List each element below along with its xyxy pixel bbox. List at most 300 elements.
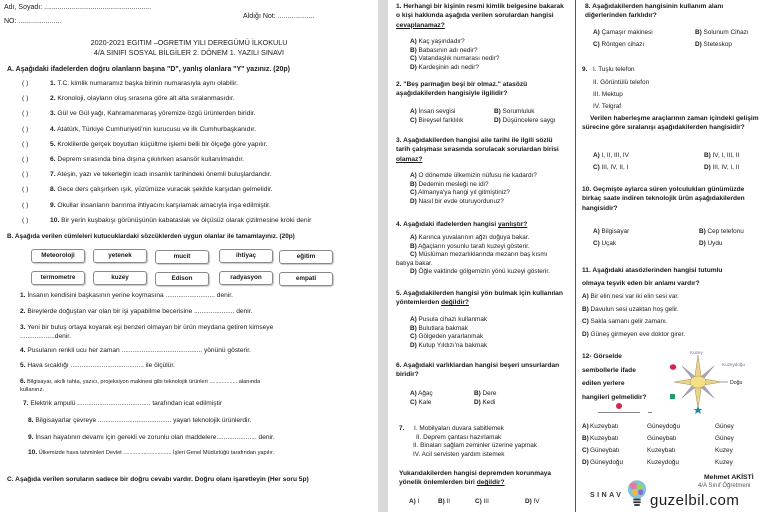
word-bank-item: termometre xyxy=(31,271,85,285)
question-5-stem xyxy=(396,289,566,308)
option-text: Karınca yuvalarının ağzı doğuya bakar. xyxy=(416,234,530,241)
fill-in-item xyxy=(28,449,274,456)
option[interactable] xyxy=(695,41,732,50)
option-text: III, IV, I, II xyxy=(710,164,740,171)
option[interactable] xyxy=(593,29,653,38)
option-letter: D) xyxy=(582,330,589,338)
true-false-item xyxy=(22,141,267,148)
option-letter: A) xyxy=(593,152,600,159)
fill-in-item xyxy=(20,378,260,385)
fill-in-item xyxy=(20,362,175,369)
item-text: İnsan hayatının devamı için gerekli ve zorunlu olan maddelere...................... denir. xyxy=(33,434,275,441)
student-number-label: NO: ...................... xyxy=(4,18,62,25)
fill-in-item xyxy=(20,292,233,299)
exam-title-line-1: 2020-2021 EGITIM –OGRETIM YILI DEREGÜMÜ İLKOKULU xyxy=(90,38,288,47)
true-false-item xyxy=(22,80,238,87)
option-cell: Güney xyxy=(715,423,734,430)
option[interactable] xyxy=(410,47,499,56)
question-7-number: 7. xyxy=(399,425,405,432)
option-cell: Kuzey xyxy=(715,447,733,454)
option-letter: C) xyxy=(410,333,417,341)
option[interactable] xyxy=(410,243,550,252)
option-letter: C) xyxy=(593,164,600,171)
item-text: Hava sıcaklığı ........................................ ile ölçülür. xyxy=(25,362,176,369)
true-false-item xyxy=(22,126,256,133)
question-12-line: sembollerle ifade xyxy=(582,366,636,374)
teacher-title: 4/A Sınıf Öğretmeni xyxy=(698,483,751,489)
sinav-label: SINAV xyxy=(590,492,624,499)
option[interactable] xyxy=(410,342,487,351)
item-number: 3. xyxy=(50,110,56,118)
answer-parentheses[interactable]: ( ) xyxy=(22,110,29,118)
item-number: 7. xyxy=(23,400,29,407)
option-text: Almanya'ya hangi yıl gitmiştiniz? xyxy=(416,189,510,197)
question-3-options xyxy=(410,172,537,206)
option-text: Babasının adı nedir? xyxy=(416,46,478,54)
option-text: Ağaçların yosunlu tarafı kuzeyi gösterir. xyxy=(416,242,530,250)
question-1-emphasis: cevaplanamaz? xyxy=(396,21,445,29)
option-letter: C) xyxy=(410,189,417,197)
item-text: Atatürk, Türkiye Cumhuriyeti'nin kurucusu ve ilk Cumhurbaşkanıdır. xyxy=(55,125,256,133)
true-false-item xyxy=(22,156,244,163)
section-a-heading: A. Aşağıdaki ifadelerden doğru olanların başına "D", yanlış olanlara "Y" yazınız. (20p) xyxy=(7,66,290,73)
compass-label-northeast: Kuzeydoğu xyxy=(722,362,745,367)
star-symbol-icon xyxy=(694,406,703,414)
option-text: Ağaç xyxy=(416,390,433,397)
item-number: 8. xyxy=(50,186,56,194)
question-3-text: 3. Aşağıdakilerden hangisi aile tarihi ile ilgili sözlü tarih çalışması sırasında sorulacak sorulardan birisi xyxy=(396,137,559,154)
answer-blank-line xyxy=(648,412,652,413)
question-7-emphasis: değildir? xyxy=(476,479,505,487)
option-letter: B) xyxy=(582,305,589,313)
item-number: 10. xyxy=(28,449,38,456)
option-letter: C) xyxy=(410,117,417,124)
question-3-stem xyxy=(396,136,568,164)
word-bank-item: kuzey xyxy=(93,271,147,285)
option-text: Uydu xyxy=(705,240,723,247)
option-text: Bireysel farklılık xyxy=(416,117,464,124)
item-text: Pusulanın renkli ucu her zaman ............................................ yönünü gösterir. xyxy=(25,347,251,354)
option-letter: A) xyxy=(410,108,417,115)
item-number: 5. xyxy=(50,140,56,148)
answer-parentheses[interactable]: ( ) xyxy=(22,171,29,179)
option-text: Güneş girmeyen eve doktor girer. xyxy=(588,330,686,338)
item-number: 9. xyxy=(28,434,34,441)
option-text: Bilgisayar xyxy=(599,228,630,235)
option[interactable] xyxy=(582,304,685,317)
option-text: Röntgen cihazı xyxy=(599,41,645,48)
option-text: Kale xyxy=(416,399,432,406)
fill-in-item xyxy=(20,324,273,331)
option[interactable] xyxy=(494,108,535,117)
compass-center xyxy=(690,376,706,388)
item-number: 4. xyxy=(50,125,56,133)
option-text: batıya bakar. xyxy=(396,259,433,267)
option-letter: A) xyxy=(410,234,417,241)
statement: III. Mektup xyxy=(593,91,623,98)
option[interactable] xyxy=(410,316,487,325)
option-letter: B) xyxy=(695,29,702,36)
answer-parentheses[interactable]: ( ) xyxy=(22,125,29,133)
option[interactable] xyxy=(410,390,433,399)
item-number: 2. xyxy=(50,95,56,103)
option[interactable] xyxy=(410,64,499,73)
question-5-text: 5. Aşağıdakilerden hangisi yön bulmak için kullanılan yöntemlerden xyxy=(396,290,563,307)
true-false-item xyxy=(22,171,272,178)
item-number: 1. xyxy=(20,292,26,299)
option-text: Solunum Cihazı xyxy=(701,29,749,36)
option-text: Pusula cihazı kullanmak xyxy=(416,316,488,323)
option-text: İnsan sevgisi xyxy=(416,108,456,115)
option-text: Kedi xyxy=(480,399,496,406)
option-letter: D) xyxy=(410,63,417,71)
word-bank-item: ihtiyaç xyxy=(219,249,273,263)
question-9-stem: Verilen haberleşme araçlarının zaman içindeki gelişim sürecine göre sıralanışı aşağıdakilerden hangisidir? xyxy=(582,115,759,132)
answer-blank-line xyxy=(598,412,640,413)
true-false-item xyxy=(22,110,256,117)
statement: I. Mobilyaları duvara sabitlemek xyxy=(414,425,504,432)
option-letter: C) xyxy=(593,41,600,48)
option-letter: C) xyxy=(410,55,417,63)
option-letter: C) xyxy=(475,498,482,505)
option[interactable] xyxy=(582,291,685,304)
item-number: 5. xyxy=(20,362,26,369)
question-11-options xyxy=(582,291,685,341)
true-false-item xyxy=(22,217,311,224)
square-symbol-icon xyxy=(670,394,675,399)
item-number: 6. xyxy=(50,156,56,163)
option[interactable] xyxy=(410,108,455,117)
option[interactable] xyxy=(593,164,628,173)
option[interactable] xyxy=(410,234,550,243)
option-text: I xyxy=(415,498,420,505)
option-text: III, IV, II, I xyxy=(599,164,629,171)
item-text: Gece ders çalışırken ışık, yüzümüze vuracak şekilde karşıdan gelmelidir. xyxy=(55,186,273,194)
item-text: Bireylerde doğuştan var olan bir işi yapabilme becerisine ...................... denir. xyxy=(25,308,253,315)
lightbulb-logo-icon xyxy=(626,478,648,510)
item-text: Kroklilerde gerçek boyutları küçültme işlemi belli bir ölçeğe göre yapılır. xyxy=(55,140,268,148)
option-text: IV, I, III, II xyxy=(710,152,740,159)
option-text: Vatandaşlık numarası nedir? xyxy=(416,55,500,63)
grade-label: Aldığı Not: ................... xyxy=(243,13,315,20)
option-letter: A) xyxy=(582,423,589,430)
option-letter: C) xyxy=(410,399,417,406)
item-text: İnsanın kendisini başkasının yerine koymasına ........................... denir. xyxy=(25,292,233,299)
word-bank-item: mucit xyxy=(155,250,209,264)
item-number: 2. xyxy=(20,308,26,315)
answer-parentheses[interactable]: ( ) xyxy=(22,156,29,163)
question-4-stem xyxy=(396,220,527,229)
option[interactable] xyxy=(704,164,739,173)
item-text: Okullar insanların barınma ihtiyacını karşılamak amacıyla inşa edilmiştir. xyxy=(55,201,271,209)
question-7-text: Yukarıdakilerden hangisi depremden korunmaya yönelik önlemlerden biri xyxy=(399,470,552,487)
question-3-emphasis: olamaz? xyxy=(396,155,423,163)
fill-in-item xyxy=(28,434,275,441)
option-text: Nasıl bir evde oturuyordunuz? xyxy=(416,197,504,205)
question-4-text: 4. Aşağıdaki ifadelerden hangisi xyxy=(396,221,498,228)
section-c-heading: C. Aşağıda verilen soruların sadece bir doğru cevabı vardır. Doğru olanı işaretleyin (Her soru 5p) xyxy=(7,476,309,483)
compass-label-east: Doğu xyxy=(730,380,743,386)
option-letter: D) xyxy=(582,459,589,466)
option-letter: C) xyxy=(593,240,600,247)
option-cell: Kuzeybatı xyxy=(590,423,619,430)
option-text: Çamaşır makinesi xyxy=(599,29,653,36)
option-letter: B) xyxy=(410,180,417,188)
option-letter: D) xyxy=(525,498,532,505)
option-text: Öğle vaktinde gölgemizin yönü kuzeyi gösterir. xyxy=(416,268,550,276)
word-bank-item: empati xyxy=(279,272,333,286)
question-6-stem: 6. Aşağıdaki varlıklardan hangisi beşeri unsurlardan biridir? xyxy=(396,362,560,379)
option[interactable] xyxy=(525,498,540,507)
option-text: Kutup Yıldızı'na bakmak xyxy=(416,341,488,349)
column-divider xyxy=(575,0,576,512)
option-letter: A) xyxy=(410,316,417,323)
option-letter: A) xyxy=(410,172,417,179)
option-letter: B) xyxy=(582,435,589,442)
option-text: Sorumluluk xyxy=(500,108,535,115)
option[interactable] xyxy=(582,316,685,329)
item-number: 6. xyxy=(20,378,26,385)
option-letter: A) xyxy=(593,29,600,36)
question-2-stem: 2. "Beş parmağın beşi bir olmaz." atasözü aşağıdakilerden hangisiyle ilgilidir? xyxy=(396,81,528,98)
option[interactable] xyxy=(410,198,537,207)
question-11-stem: 11. Aşağıdaki atasözlerinden hangisi tutumlu olmaya teşvik eden bir anlamı vardır? xyxy=(582,267,723,287)
statement: II. Görüntülü telefon xyxy=(593,79,650,86)
option-letter: C) xyxy=(582,447,589,454)
item-number: 10. xyxy=(50,216,60,224)
answer-parentheses[interactable]: ( ) xyxy=(22,201,29,209)
option-cell: Kuzey xyxy=(715,459,733,466)
answer-parentheses[interactable]: ( ) xyxy=(22,95,29,103)
option-letter: D) xyxy=(410,341,417,349)
item-text: Bilgisayarlar çevreye ........................................ yayan teknolojik ürünlerdir. xyxy=(33,417,252,424)
item-number: 8. xyxy=(28,417,34,424)
question-12-line: hangileri gelmelidir? xyxy=(582,393,647,401)
item-text: Bilgisayar, akıllı tahta, yazıcı, projeksiyon makinesi gibi teknolojik ürünleri .................. alanında xyxy=(25,379,261,385)
option-text: Cep telefonu xyxy=(705,228,744,235)
option-cell: Kuzeydoğu xyxy=(647,459,679,466)
option-cell: Güneydoğu xyxy=(590,459,624,466)
question-10-stem: 10. Geçmişte aylarca süren yolculukları günümüzde birkaç saate indiren teknolojik ürün aşağıdakilerden hangisidir? xyxy=(582,186,745,212)
option[interactable] xyxy=(410,38,499,47)
question-7-statements xyxy=(412,425,537,459)
option[interactable] xyxy=(410,117,463,126)
word-bank-item: eğitim xyxy=(279,250,333,264)
option-text: Davulun sesi uzaktan hoş gelir. xyxy=(588,305,679,313)
name-field-label: Adı, Soyadı: ....................................................... xyxy=(4,4,152,11)
option-letter: C) xyxy=(410,251,417,259)
option-text: II xyxy=(444,498,451,505)
question-5-emphasis: değildir? xyxy=(441,299,469,307)
option-text: Steteskop xyxy=(701,41,732,48)
fill-in-item xyxy=(20,347,251,354)
item-number: 9. xyxy=(50,201,56,209)
option[interactable] xyxy=(438,498,450,507)
option[interactable] xyxy=(410,399,431,408)
option-letter: D) xyxy=(699,240,706,247)
option-letter: B) xyxy=(410,242,417,250)
true-false-item xyxy=(22,95,235,102)
statement: II. Deprem çantası hazırlamak xyxy=(416,433,502,441)
option-text: Bir elin nesi var iki elin sesi var. xyxy=(588,293,679,300)
item-text: Elektrik ampulü ........................................ tarafından icat edilmiştir xyxy=(28,400,222,407)
option[interactable] xyxy=(410,251,550,260)
option-text: III xyxy=(481,498,489,505)
option[interactable] xyxy=(410,325,487,334)
option[interactable] xyxy=(410,189,537,198)
option-letter: D) xyxy=(410,197,417,205)
option-text: Kardeşinin adı nedir? xyxy=(416,63,479,71)
question-12-line: edilen yerlere xyxy=(582,380,625,387)
fill-in-item xyxy=(28,417,251,424)
section-b-heading: B. Aşağıda verilen cümleleri kutucuklardaki sözcüklerden uygun olanlar ile tamamlayınız. (20p) xyxy=(7,233,295,240)
answer-parentheses[interactable]: ( ) xyxy=(22,140,29,148)
fill-in-continuation: ...................denir. xyxy=(20,333,71,340)
item-text: T.C. kimlik numaramız başka birinin numarasıyla aynı olabilir. xyxy=(55,80,238,87)
question-5-options xyxy=(410,316,487,350)
compass-rose-icon xyxy=(656,348,768,416)
option[interactable] xyxy=(699,228,744,237)
option-letter: D) xyxy=(410,268,417,276)
option-letter: D) xyxy=(494,117,501,124)
word-bank-item: Meteoroloji xyxy=(31,249,85,263)
exam-title-line-2: 4/A SINIFI SOSYAL BİLGİLER 2. DÖNEM 1. YAZILI SINAVI xyxy=(93,48,285,57)
option[interactable] xyxy=(593,152,629,161)
option-text: Düşüncelere saygı xyxy=(500,117,556,124)
option-letter: B) xyxy=(494,108,501,115)
teacher-name: Mehmet AKİSTİ xyxy=(704,474,754,481)
option-letter: B) xyxy=(704,152,711,159)
option-text: Dere xyxy=(480,390,497,397)
option[interactable] xyxy=(474,399,495,408)
question-4-emphasis: yanlıştır? xyxy=(498,221,528,228)
question-4-options xyxy=(396,234,550,277)
fill-in-continuation: kullanırız. xyxy=(20,387,44,393)
item-text: Ülkemizde hava tahminleri Devlet ............................... İşleri Genel Müdürlüğü tarafından yapılır. xyxy=(37,450,275,456)
option-text: Gölgeden yararlanmak xyxy=(416,333,484,341)
option[interactable] xyxy=(475,498,489,507)
option[interactable] xyxy=(410,181,537,190)
option-text: IV xyxy=(531,498,540,505)
question-1-options xyxy=(410,38,499,72)
item-text: Deprem sırasında bina dışına çıkılırken asansör kullanılmalıdır. xyxy=(55,156,245,163)
option[interactable] xyxy=(699,240,722,249)
option-letter: B) xyxy=(699,228,706,235)
question-12-stem xyxy=(582,350,647,404)
word-bank-item: yetenek xyxy=(93,249,147,263)
fill-in-item xyxy=(20,308,252,315)
circle-symbol-icon xyxy=(670,364,676,370)
option-text: I, II, III, IV xyxy=(599,152,629,159)
question-7-stem xyxy=(399,469,571,488)
option-text: Kaç yaşındadır? xyxy=(416,38,465,45)
statement: I. Tuşlu telefon xyxy=(593,66,635,73)
option-cell: Güneybatı xyxy=(647,435,677,442)
question-12-line: 12- Görselde xyxy=(582,353,622,360)
statement: II. Binaları sağlam zeminler üzerine yapmak xyxy=(413,442,537,450)
option-text: O dönemde ülkemizin nüfusu ne kadardı? xyxy=(416,172,537,179)
option-text: Sakla samanı gelir zamanı. xyxy=(588,318,668,325)
question-1-stem xyxy=(396,2,566,30)
answer-parentheses[interactable]: ( ) xyxy=(22,80,29,87)
option-letter: D) xyxy=(695,41,702,48)
word-bank-item: radyasyon xyxy=(219,271,273,285)
option[interactable] xyxy=(474,390,496,399)
option-letter: C) xyxy=(582,318,589,325)
option[interactable] xyxy=(409,498,419,507)
item-text: Gül ve Gül yağı, Kahramanmaraş yöremize özgü ürünlerden biridir. xyxy=(55,110,256,118)
option-cell: Güneybatı xyxy=(590,447,620,454)
exam-page-right xyxy=(388,0,768,512)
word-bank-item: Edison xyxy=(155,272,209,286)
option[interactable] xyxy=(494,117,555,126)
option-cell: Kuzeybatı xyxy=(590,435,619,442)
option-letter: B) xyxy=(438,498,445,505)
option-cell: Kuzeybatı xyxy=(647,447,676,454)
question-1-text: 1. Herhangi bir kişinin resmi kimlik belgesine bakarak o kişi hakkında aşağıda verilen sorulardan hangisi xyxy=(396,3,564,20)
option-letter: A) xyxy=(582,293,589,300)
item-text: Kronoloji, olayların oluş sırasına göre alt alta sıralanmasıdır. xyxy=(55,95,235,103)
item-text: Yeni bir buluş ortaya koyarak eşi benzeri olmayan bir ürün meydana getiren kimseye xyxy=(25,324,274,331)
option[interactable] xyxy=(410,55,499,64)
item-text: Bir yerin kuşbakışı görünüşünün kabataslak ve ölçüsüz olarak çizilmesine kroki denir xyxy=(59,216,312,224)
option-letter: A) xyxy=(593,228,600,235)
compass-label-north: Kuzey xyxy=(690,350,703,355)
option-letter: B) xyxy=(410,324,417,332)
question-9-number: 9. xyxy=(582,66,588,73)
answer-parentheses[interactable]: ( ) xyxy=(22,186,29,194)
exam-page-left xyxy=(0,0,378,512)
option[interactable] xyxy=(593,228,629,237)
option-cell: Güney xyxy=(715,435,734,442)
item-number: 1. xyxy=(50,80,56,87)
option[interactable] xyxy=(593,240,616,249)
option[interactable] xyxy=(410,333,487,342)
option[interactable] xyxy=(410,268,550,277)
true-false-item xyxy=(22,202,271,209)
option-letter: B) xyxy=(410,46,417,54)
item-number: 4. xyxy=(20,347,26,354)
option-letter: D) xyxy=(704,164,711,171)
option-text: Bulutlara bakmak xyxy=(416,324,468,332)
option-letter: A) xyxy=(410,390,417,397)
statement: IV. Telgraf xyxy=(593,103,622,110)
circle-symbol-icon xyxy=(616,403,622,409)
true-false-item xyxy=(22,186,273,193)
item-text: Ateşin, yazı ve tekerleğin icadı insanlık tarihindeki önemli buluşlardandır. xyxy=(55,171,272,179)
option[interactable] xyxy=(410,172,537,181)
option[interactable] xyxy=(695,29,749,38)
option-text: Dedemin mesleği ne idi? xyxy=(416,180,489,188)
watermark: guzelbil.com xyxy=(650,492,740,509)
option-cell: Güneydoğu xyxy=(647,423,681,430)
option[interactable] xyxy=(704,152,739,161)
question-8-stem: 8. Aşağıdakilerden hangisinin kullanım alanı diğerlerinden farklıdır? xyxy=(585,3,724,20)
option-text: Müslüman mezarlıklarında mezarın baş kısmı xyxy=(416,251,548,259)
option[interactable] xyxy=(582,329,685,342)
option-letter: A) xyxy=(410,38,417,45)
item-number: 3. xyxy=(20,324,26,331)
option[interactable] xyxy=(593,41,644,50)
fill-in-item xyxy=(23,400,222,407)
option-text: Uçak xyxy=(599,240,617,247)
option-letter: D) xyxy=(474,399,481,406)
statement: IV. Acil servisten yardım istemek xyxy=(413,450,505,458)
answer-parentheses[interactable]: ( ) xyxy=(22,216,29,224)
option-letter: B) xyxy=(474,390,481,397)
item-number: 7. xyxy=(50,171,56,179)
option-letter: A) xyxy=(409,498,416,505)
